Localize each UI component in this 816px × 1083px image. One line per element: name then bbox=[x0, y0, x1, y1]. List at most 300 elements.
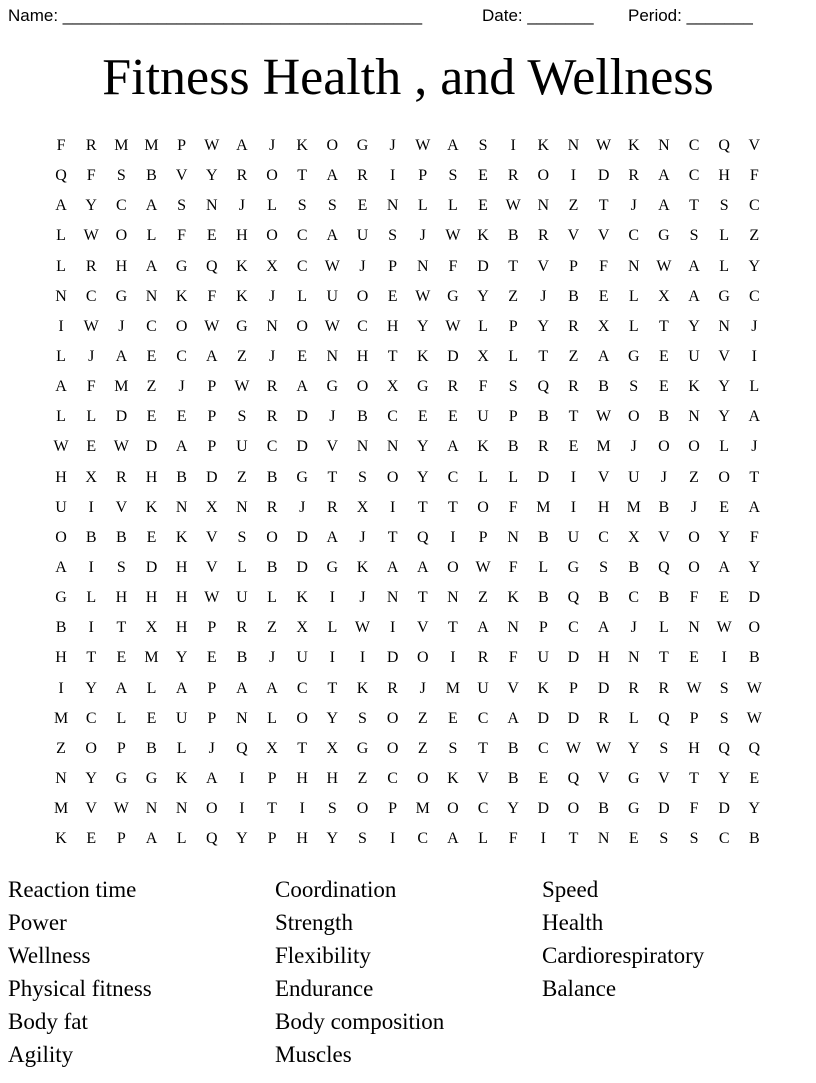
grid-letter: C bbox=[85, 709, 97, 727]
grid-letter: H bbox=[356, 348, 369, 366]
grid-letter: N bbox=[236, 498, 248, 516]
grid-letter: R bbox=[387, 679, 398, 697]
grid-letter: E bbox=[538, 770, 549, 788]
grid-letter: N bbox=[718, 317, 730, 335]
grid-letter: Y bbox=[85, 679, 97, 697]
grid-letter: W bbox=[445, 227, 461, 245]
grid-letter: J bbox=[268, 649, 276, 667]
grid-letter: D bbox=[567, 649, 580, 667]
word-list-item: Endurance bbox=[275, 976, 374, 1001]
grid-letter: M bbox=[53, 709, 69, 727]
grid-letter: E bbox=[448, 709, 458, 727]
grid-letter: W bbox=[354, 619, 371, 637]
grid-letter: N bbox=[416, 257, 429, 275]
grid-letter: Y bbox=[85, 770, 97, 788]
grid-letter: K bbox=[296, 589, 308, 607]
grid-letter: A bbox=[507, 709, 519, 727]
grid-letter: B bbox=[748, 830, 760, 848]
grid-letter: O bbox=[356, 800, 369, 818]
grid-letter: F bbox=[86, 378, 96, 396]
grid-letter: A bbox=[447, 137, 459, 155]
grid-letter: M bbox=[114, 378, 129, 396]
grid-letter: Y bbox=[507, 800, 519, 818]
grid-letter: A bbox=[55, 559, 67, 577]
grid-letter: D bbox=[205, 468, 218, 486]
grid-letter: D bbox=[296, 408, 308, 426]
grid-letter: A bbox=[145, 257, 158, 275]
grid-letter: R bbox=[628, 679, 640, 697]
grid-letter: F bbox=[508, 830, 518, 848]
grid-letter: P bbox=[538, 619, 548, 637]
grid-letter: Z bbox=[749, 227, 760, 245]
grid-letter: Q bbox=[658, 559, 670, 577]
grid-letter: H bbox=[296, 770, 308, 788]
grid-letter: E bbox=[689, 649, 699, 667]
grid-letter: F bbox=[478, 378, 488, 396]
grid-letter: N bbox=[627, 257, 640, 275]
worksheet-header bbox=[8, 6, 808, 28]
grid-letter: I bbox=[329, 649, 335, 667]
grid-letter: R bbox=[327, 498, 338, 516]
grid-letter: S bbox=[629, 378, 639, 396]
grid-letter: T bbox=[478, 739, 488, 757]
grid-letter: N bbox=[145, 287, 158, 305]
grid-letter: L bbox=[267, 197, 277, 215]
grid-letter: T bbox=[568, 408, 579, 426]
grid-letter: W bbox=[83, 317, 99, 335]
grid-letter: C bbox=[417, 830, 429, 848]
grid-letter: F bbox=[508, 649, 518, 667]
grid-letter: V bbox=[507, 679, 519, 697]
grid-letter: G bbox=[326, 378, 339, 396]
grid-letter: F bbox=[177, 227, 187, 245]
grid-letter: Q bbox=[416, 528, 429, 546]
grid-letter: C bbox=[748, 287, 760, 305]
grid-letter: X bbox=[145, 619, 158, 637]
grid-letter: Q bbox=[537, 378, 550, 396]
grid-letter: W bbox=[83, 227, 99, 245]
word-list-item: Muscles bbox=[275, 1042, 352, 1067]
grid-letter: R bbox=[537, 227, 549, 245]
grid-letter: A bbox=[688, 257, 700, 275]
grid-letter: J bbox=[268, 137, 276, 155]
grid-letter: T bbox=[116, 619, 127, 637]
grid-letter: V bbox=[718, 348, 730, 366]
grid-letter: O bbox=[356, 378, 369, 396]
grid-letter: B bbox=[507, 227, 519, 245]
grid-letter: A bbox=[326, 167, 339, 185]
grid-letter: Z bbox=[568, 197, 579, 215]
grid-letter: D bbox=[386, 649, 399, 667]
grid-letter: L bbox=[658, 619, 669, 637]
grid-letter: G bbox=[658, 227, 670, 245]
grid-letter: A bbox=[597, 619, 610, 637]
grid-letter: H bbox=[296, 830, 308, 848]
grid-letter: E bbox=[206, 227, 217, 245]
grid-letter: R bbox=[116, 468, 127, 486]
grid-letter: W bbox=[716, 619, 732, 637]
grid-letter: L bbox=[56, 227, 66, 245]
grid-letter: B bbox=[116, 528, 127, 546]
grid-letter: L bbox=[297, 287, 308, 305]
grid-letter: J bbox=[660, 468, 667, 486]
grid-letter: D bbox=[718, 800, 730, 818]
grid-letter: J bbox=[389, 137, 396, 155]
grid-letter: F bbox=[448, 257, 458, 275]
grid-letter: U bbox=[236, 589, 248, 607]
grid-letter: F bbox=[749, 167, 759, 185]
grid-letter: A bbox=[115, 679, 128, 697]
grid-letter: J bbox=[419, 227, 426, 245]
grid-letter: B bbox=[507, 739, 519, 757]
grid-letter: N bbox=[567, 137, 580, 155]
grid-letter: S bbox=[508, 378, 518, 396]
grid-letter: J bbox=[751, 438, 758, 456]
grid-letter: L bbox=[508, 348, 519, 366]
grid-letter: E bbox=[387, 287, 398, 305]
grid-letter: D bbox=[296, 559, 308, 577]
grid-letter: W bbox=[415, 287, 431, 305]
grid-letter: S bbox=[327, 197, 337, 215]
grid-letter: B bbox=[598, 589, 609, 607]
grid-letter: O bbox=[266, 167, 278, 185]
grid-letter: J bbox=[540, 287, 547, 305]
grid-letter: L bbox=[86, 589, 97, 607]
grid-letter: R bbox=[598, 709, 609, 727]
grid-letter: W bbox=[415, 137, 431, 155]
grid-letter: T bbox=[297, 739, 308, 757]
grid-letter: I bbox=[58, 679, 64, 697]
grid-letter: Q bbox=[205, 830, 218, 848]
grid-letter: A bbox=[236, 137, 248, 155]
grid-letter: N bbox=[175, 498, 188, 516]
grid-letter: N bbox=[447, 589, 459, 607]
grid-letter: A bbox=[688, 287, 700, 305]
grid-letter: R bbox=[85, 137, 97, 155]
grid-letter: P bbox=[388, 800, 398, 818]
grid-letter: N bbox=[507, 619, 519, 637]
grid-letter: B bbox=[628, 559, 640, 577]
word-list-item: Body composition bbox=[275, 1009, 445, 1034]
word-list-item: Body fat bbox=[8, 1009, 88, 1034]
grid-letter: A bbox=[175, 679, 188, 697]
grid-letter: H bbox=[597, 498, 610, 516]
grid-letter: Z bbox=[237, 348, 247, 366]
grid-letter: B bbox=[658, 408, 670, 426]
grid-letter: D bbox=[115, 408, 128, 426]
grid-letter: E bbox=[206, 649, 217, 667]
grid-letter: O bbox=[115, 227, 128, 245]
grid-letter: F bbox=[508, 559, 518, 577]
grid-letter: L bbox=[719, 257, 730, 275]
word-list-item: Strength bbox=[275, 910, 353, 935]
grid-letter: I bbox=[389, 619, 396, 637]
grid-letter: I bbox=[239, 800, 245, 818]
grid-letter: L bbox=[478, 317, 488, 335]
grid-letter: D bbox=[477, 257, 489, 275]
grid-letter: L bbox=[478, 468, 488, 486]
grid-letter: D bbox=[447, 348, 459, 366]
word-list-item: Coordination bbox=[275, 877, 397, 902]
grid-letter: B bbox=[658, 498, 670, 516]
grid-letter: S bbox=[177, 197, 187, 215]
grid-letter: T bbox=[658, 317, 669, 335]
name-field-label: Name: ______________________________________ bbox=[8, 6, 423, 25]
grid-letter: N bbox=[266, 317, 278, 335]
grid-letter: P bbox=[689, 709, 699, 727]
grid-letter: R bbox=[266, 498, 278, 516]
grid-letter: G bbox=[356, 739, 369, 757]
grid-letter: S bbox=[448, 739, 458, 757]
grid-letter: W bbox=[113, 438, 129, 456]
grid-letter: P bbox=[207, 709, 217, 727]
grid-letter: V bbox=[597, 227, 610, 245]
grid-letter: Y bbox=[326, 830, 339, 848]
grid-letter: P bbox=[478, 528, 488, 546]
grid-letter: L bbox=[56, 257, 66, 275]
grid-letter: D bbox=[597, 167, 610, 185]
grid-letter: P bbox=[177, 137, 187, 155]
grid-letter: B bbox=[748, 649, 760, 667]
grid-letter: A bbox=[175, 438, 188, 456]
grid-letter: Y bbox=[537, 317, 550, 335]
grid-letter: E bbox=[146, 348, 157, 366]
grid-letter: T bbox=[327, 468, 338, 486]
grid-letter: S bbox=[327, 800, 337, 818]
grid-letter: Y bbox=[748, 559, 761, 577]
grid-letter: A bbox=[296, 378, 308, 396]
grid-letter: O bbox=[386, 739, 399, 757]
grid-letter: Z bbox=[146, 378, 157, 396]
grid-letter: I bbox=[88, 498, 94, 516]
grid-letter: X bbox=[386, 378, 399, 396]
grid-letter: K bbox=[537, 679, 550, 697]
grid-letter: R bbox=[628, 167, 640, 185]
grid-letter: V bbox=[477, 770, 489, 788]
grid-letter: T bbox=[327, 679, 338, 697]
grid-letter: C bbox=[447, 468, 459, 486]
grid-letter: Q bbox=[748, 739, 761, 757]
grid-letter: S bbox=[599, 559, 609, 577]
grid-letter: B bbox=[357, 408, 368, 426]
grid-letter: E bbox=[478, 167, 488, 185]
grid-letter: I bbox=[389, 167, 396, 185]
grid-letter: U bbox=[477, 679, 489, 697]
grid-letter: G bbox=[567, 559, 580, 577]
grid-letter: M bbox=[596, 438, 611, 456]
grid-letter: J bbox=[359, 528, 366, 546]
grid-letter: H bbox=[55, 649, 67, 667]
grid-letter: A bbox=[718, 559, 730, 577]
grid-letter: D bbox=[145, 438, 158, 456]
grid-letter: C bbox=[748, 197, 760, 215]
grid-letter: S bbox=[719, 197, 729, 215]
grid-letter: C bbox=[146, 317, 157, 335]
grid-letter: C bbox=[628, 589, 640, 607]
grid-letter: F bbox=[689, 589, 699, 607]
grid-letter: T bbox=[448, 619, 458, 637]
grid-letter: I bbox=[721, 649, 727, 667]
grid-letter: G bbox=[627, 348, 640, 366]
grid-letter: T bbox=[568, 830, 579, 848]
grid-letter: I bbox=[389, 830, 396, 848]
grid-letter: X bbox=[356, 498, 369, 516]
grid-letter: Q bbox=[205, 257, 218, 275]
grid-letter: F bbox=[689, 800, 699, 818]
grid-letter: G bbox=[296, 468, 308, 486]
word-search-grid bbox=[46, 131, 770, 854]
grid-letter: R bbox=[507, 167, 519, 185]
grid-letter: D bbox=[296, 528, 308, 546]
grid-letter: E bbox=[719, 589, 730, 607]
grid-letter: J bbox=[208, 739, 215, 757]
grid-letter: A bbox=[205, 348, 218, 366]
grid-letter: L bbox=[327, 619, 338, 637]
grid-letter: C bbox=[296, 227, 308, 245]
grid-letter: A bbox=[597, 348, 610, 366]
grid-letter: C bbox=[688, 167, 700, 185]
grid-letter: C bbox=[568, 619, 579, 637]
grid-letter: C bbox=[628, 227, 640, 245]
grid-letter: T bbox=[297, 167, 308, 185]
grid-letter: H bbox=[115, 589, 128, 607]
grid-letter: O bbox=[416, 649, 429, 667]
grid-letter: N bbox=[236, 709, 248, 727]
grid-letter: I bbox=[540, 830, 546, 848]
grid-letter: S bbox=[116, 167, 126, 185]
grid-letter: A bbox=[416, 559, 429, 577]
grid-letter: O bbox=[447, 800, 459, 818]
grid-letter: J bbox=[359, 257, 366, 275]
grid-letter: W bbox=[475, 559, 491, 577]
grid-letter: C bbox=[688, 137, 700, 155]
grid-letter: L bbox=[417, 197, 428, 215]
grid-letter: N bbox=[507, 528, 519, 546]
grid-letter: K bbox=[175, 287, 188, 305]
grid-letter: N bbox=[386, 438, 399, 456]
grid-letter: L bbox=[267, 589, 277, 607]
grid-letter: E bbox=[176, 408, 187, 426]
grid-letter: L bbox=[146, 227, 157, 245]
grid-letter: Z bbox=[508, 287, 519, 305]
grid-letter: Y bbox=[416, 468, 429, 486]
grid-letter: K bbox=[175, 528, 188, 546]
grid-letter: O bbox=[175, 317, 188, 335]
grid-letter: N bbox=[145, 800, 158, 818]
grid-letter: R bbox=[477, 649, 489, 667]
grid-letter: K bbox=[416, 348, 429, 366]
grid-letter: W bbox=[204, 317, 220, 335]
grid-letter: I bbox=[450, 649, 456, 667]
grid-letter: I bbox=[389, 498, 396, 516]
grid-letter: W bbox=[324, 257, 340, 275]
grid-letter: R bbox=[568, 378, 579, 396]
grid-letter: A bbox=[145, 830, 158, 848]
grid-letter: K bbox=[236, 287, 248, 305]
grid-letter: E bbox=[719, 498, 730, 516]
grid-letter: U bbox=[236, 438, 248, 456]
grid-letter: C bbox=[477, 800, 489, 818]
grid-letter: A bbox=[748, 408, 761, 426]
grid-letter: G bbox=[416, 378, 429, 396]
grid-letter: N bbox=[627, 649, 640, 667]
grid-letter: C bbox=[387, 770, 398, 788]
grid-letter: O bbox=[447, 559, 459, 577]
grid-letter: W bbox=[234, 378, 250, 396]
grid-letter: T bbox=[538, 348, 549, 366]
grid-letter: G bbox=[447, 287, 459, 305]
grid-letter: W bbox=[746, 679, 762, 697]
grid-letter: C bbox=[296, 257, 308, 275]
grid-letter: M bbox=[626, 498, 641, 516]
grid-letter: R bbox=[537, 438, 549, 456]
grid-letter: U bbox=[567, 528, 580, 546]
grid-letter: G bbox=[356, 137, 369, 155]
grid-letter: J bbox=[118, 317, 125, 335]
grid-letter: V bbox=[205, 559, 218, 577]
grid-letter: F bbox=[749, 528, 759, 546]
grid-letter: X bbox=[658, 287, 670, 305]
grid-letter: Y bbox=[236, 830, 248, 848]
grid-letter: I bbox=[58, 317, 64, 335]
grid-letter: K bbox=[236, 257, 248, 275]
grid-letter: R bbox=[85, 257, 97, 275]
grid-letter: X bbox=[205, 498, 218, 516]
grid-letter: M bbox=[114, 137, 129, 155]
grid-letter: B bbox=[568, 287, 579, 305]
grid-letter: D bbox=[145, 559, 158, 577]
grid-letter: B bbox=[537, 589, 549, 607]
grid-letter: H bbox=[326, 770, 339, 788]
grid-letter: P bbox=[508, 317, 518, 335]
grid-letter: O bbox=[567, 800, 580, 818]
grid-letter: W bbox=[596, 739, 612, 757]
grid-letter: D bbox=[296, 438, 308, 456]
grid-letter: O bbox=[416, 770, 429, 788]
grid-letter: U bbox=[326, 287, 339, 305]
grid-letter: P bbox=[508, 408, 518, 426]
grid-letter: I bbox=[510, 137, 516, 155]
grid-letter: P bbox=[207, 619, 217, 637]
grid-letter: Y bbox=[175, 649, 188, 667]
grid-letter: N bbox=[386, 197, 399, 215]
grid-letter: E bbox=[658, 378, 669, 396]
grid-letter: W bbox=[746, 709, 762, 727]
grid-letter: W bbox=[204, 137, 220, 155]
word-list-item: Reaction time bbox=[8, 877, 137, 902]
grid-letter: E bbox=[749, 770, 760, 788]
grid-letter: L bbox=[56, 348, 66, 366]
grid-letter: I bbox=[299, 800, 305, 818]
grid-letter: J bbox=[690, 498, 698, 516]
grid-letter: L bbox=[719, 438, 730, 456]
grid-letter: T bbox=[658, 649, 669, 667]
grid-letter: F bbox=[508, 498, 518, 516]
grid-letter: S bbox=[388, 227, 398, 245]
grid-letter: E bbox=[417, 408, 428, 426]
grid-letter: B bbox=[598, 378, 609, 396]
grid-letter: A bbox=[658, 167, 670, 185]
grid-letter: K bbox=[507, 589, 519, 607]
grid-letter: C bbox=[598, 528, 609, 546]
grid-letter: U bbox=[627, 468, 640, 486]
grid-letter: J bbox=[751, 317, 758, 335]
grid-letter: S bbox=[237, 408, 247, 426]
grid-letter: B bbox=[176, 468, 187, 486]
grid-letter: I bbox=[570, 167, 577, 185]
grid-letter: H bbox=[688, 739, 700, 757]
grid-letter: W bbox=[565, 739, 582, 757]
